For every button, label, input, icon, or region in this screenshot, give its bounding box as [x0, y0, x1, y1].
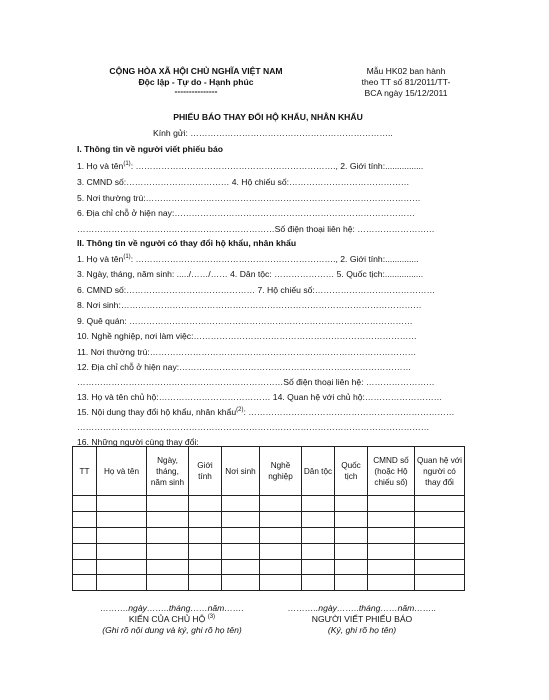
s2-phone-line: ………………………………………………………………Số điện thoại liên hệ: …………………… [77, 377, 435, 387]
national-motto: Độc lập - Tự do - Hạnh phúc [138, 77, 254, 87]
table-cell [73, 559, 97, 575]
section2-heading: II. Thông tin về người có thay đổi hộ khẩu, nhân khẩu [77, 238, 297, 248]
table-cell [189, 543, 222, 559]
s2-name-footnote: (1) [123, 254, 131, 261]
table-cell [335, 543, 368, 559]
s2-people-label: 16. Những người cùng thay đổi: [77, 437, 199, 447]
table-row [73, 575, 465, 591]
table-cell [260, 527, 302, 543]
s1-name-fill: : ……………………………………………………………., 2. Giới tính:................ [130, 161, 424, 171]
table-row [73, 559, 465, 575]
table-cell [302, 527, 335, 543]
s2-name-fill: : ……………………………………………………………., 2. Giới tính:.............. [130, 254, 419, 264]
table-cell [222, 559, 260, 575]
s1-name-label: 1. Họ và tên [77, 161, 124, 171]
s2-change-label: 15. Nội dung thay đổi hộ khẩu, nhân khẩu [77, 407, 237, 417]
table-cell [189, 559, 222, 575]
table-cell [415, 527, 465, 543]
left-signature-block [72, 603, 272, 636]
right-signature-note: (Ký, ghi rõ họ tên) [327, 625, 397, 635]
form-code-line: Mẫu HK02 ban hành [366, 66, 446, 76]
col-header-relationship: Quan hệ với người có thay đổi [415, 447, 465, 496]
table-cell [147, 527, 189, 543]
table-header-row [73, 447, 465, 496]
s2-change-content-line [77, 407, 454, 417]
table-cell [73, 575, 97, 591]
form-code-line: BCA ngày 15/12/2011 [364, 88, 448, 98]
table-cell [415, 559, 465, 575]
s2-head-of-household-line: 13. Họ và tên chủ hộ:………………………………… 14. Quan hệ với chủ hộ:……………………… [77, 392, 443, 402]
col-header-tt: TT [73, 447, 97, 496]
table-cell [73, 511, 97, 527]
addressee-line: Kính gửi: …………………………………………………………….. [153, 128, 393, 138]
table-cell [368, 543, 415, 559]
col-header-name: Họ và tên [97, 447, 147, 496]
table-cell [260, 559, 302, 575]
s2-name-label: 1. Họ và tên [77, 254, 124, 264]
people-table [72, 446, 465, 591]
table-row [73, 527, 465, 543]
table-cell [222, 527, 260, 543]
form-code-line: theo TT số 81/2011/TT- [361, 77, 451, 87]
table-cell [189, 511, 222, 527]
table-cell [335, 496, 368, 512]
table-cell [147, 543, 189, 559]
table-cell [260, 511, 302, 527]
s2-birthplace-line: 8. Nơi sinh:…………………………………………………………………………………………… [77, 300, 422, 310]
table-cell [189, 575, 222, 591]
right-signature-title: NGƯỜI VIẾT PHIẾU BÁO [311, 614, 413, 624]
table-cell [302, 511, 335, 527]
form-title: PHIẾU BÁO THAY ĐỔI HỘ KHẨU, NHÂN KHẨU [173, 112, 363, 122]
table-cell [260, 543, 302, 559]
table-cell [222, 496, 260, 512]
table-cell [302, 543, 335, 559]
table-cell [368, 559, 415, 575]
col-header-birthplace: Nơi sinh [222, 447, 260, 496]
table-cell [97, 543, 147, 559]
table-cell [302, 575, 335, 591]
table-cell [222, 543, 260, 559]
table-cell [335, 527, 368, 543]
table-cell [335, 575, 368, 591]
s2-dob-line: 3. Ngày, tháng, năm sinh: ...../……/…… 4. Dân tộc: ………………… 5. Quốc tịch:................ [77, 269, 424, 279]
table-cell [415, 511, 465, 527]
table-cell [415, 575, 465, 591]
table-cell [368, 527, 415, 543]
s2-residence-line: 11. Nơi thường trú:………………………………………………………………………………… [77, 347, 417, 357]
s2-current-address-line: 12. Địa chỉ chỗ ở hiện nay:……………………………………………………………………… [77, 362, 412, 372]
table-cell [415, 496, 465, 512]
table-cell [260, 575, 302, 591]
s1-residence-line: 5. Nơi thường trú:…………………………………………………………………………………… [77, 193, 421, 203]
table-cell [97, 559, 147, 575]
left-signature-title [72, 614, 272, 625]
s1-name-line [77, 161, 423, 171]
table-cell [147, 496, 189, 512]
table-cell [97, 527, 147, 543]
table-cell [73, 496, 97, 512]
s2-change-continuation-line: …………………………………………………………………………………………………………… [77, 422, 430, 432]
table-cell [302, 559, 335, 575]
section1-heading: I. Thông tin về người viết phiếu báo [77, 144, 224, 154]
col-header-nationality: Quốc tịch [335, 447, 368, 496]
motto-rule: --------------- [174, 86, 218, 96]
table-cell [189, 496, 222, 512]
left-signature-date: ……….ngày……..tháng……năm……. [100, 603, 244, 613]
left-signature-title-text: KIẾN CỦA CHỦ HỘ [128, 614, 206, 624]
table-cell [368, 575, 415, 591]
country-name: CỘNG HÒA XÃ HỘI CHỦ NGHĨA VIỆT NAM [109, 66, 283, 76]
table-row [73, 496, 465, 512]
left-signature-note: (Ghi rõ nội dung và ký, ghi rõ họ tên) [102, 625, 242, 635]
table-row [73, 543, 465, 559]
left-signature-footnote: (3) [207, 614, 216, 621]
s2-job-line: 10. Nghề nghiệp, nơi làm việc:…………………………………………………………………… [77, 331, 417, 341]
s2-id-line: 6. CMND số:……………………………………… 7. Hộ chiếu số:…………………………………… [77, 285, 436, 295]
table-cell [97, 511, 147, 527]
table-cell [73, 527, 97, 543]
table-cell [368, 496, 415, 512]
table-cell [302, 496, 335, 512]
col-header-id-number: CMND số (hoặc Hộ chiếu số) [368, 447, 415, 496]
table-cell [147, 511, 189, 527]
table-cell [73, 543, 97, 559]
s1-id-line: 3. CMND số:……………………………… 4. Hộ chiếu số:…………………………………… [77, 177, 410, 187]
table-cell [415, 543, 465, 559]
s2-change-footnote: (2) [236, 407, 244, 414]
s2-name-line [77, 254, 419, 264]
table-cell [260, 496, 302, 512]
form-code [346, 66, 466, 99]
table-cell [335, 511, 368, 527]
table-cell [335, 559, 368, 575]
right-signature-date: ………..ngày……..tháng……năm…….. [287, 603, 437, 613]
col-header-occupation: Nghề nghiệp [260, 447, 302, 496]
table-cell [97, 496, 147, 512]
s2-change-fill: : ……………………………………………………………… [243, 407, 455, 417]
table-cell [147, 559, 189, 575]
right-signature-block [262, 603, 462, 636]
s2-hometown-line: 9. Quê quán: ……………………………………………………………………………………… [77, 316, 413, 326]
table-cell [222, 575, 260, 591]
col-header-ethnicity: Dân tộc [302, 447, 335, 496]
table-cell [222, 511, 260, 527]
col-header-dob: Ngày, tháng, năm sinh [147, 447, 189, 496]
table-row [73, 511, 465, 527]
table-cell [189, 527, 222, 543]
s1-phone-line: ……………………………………………………………Số điện thoại liên hệ: ……………………… [77, 224, 435, 234]
table-cell [147, 575, 189, 591]
table-cell [368, 511, 415, 527]
table-cell [97, 575, 147, 591]
col-header-gender: Giới tính [189, 447, 222, 496]
s1-name-footnote: (1) [123, 161, 131, 168]
s1-current-address-line: 6. Địa chỉ chỗ ở hiện nay:………………………………………………………………………… [77, 208, 415, 218]
